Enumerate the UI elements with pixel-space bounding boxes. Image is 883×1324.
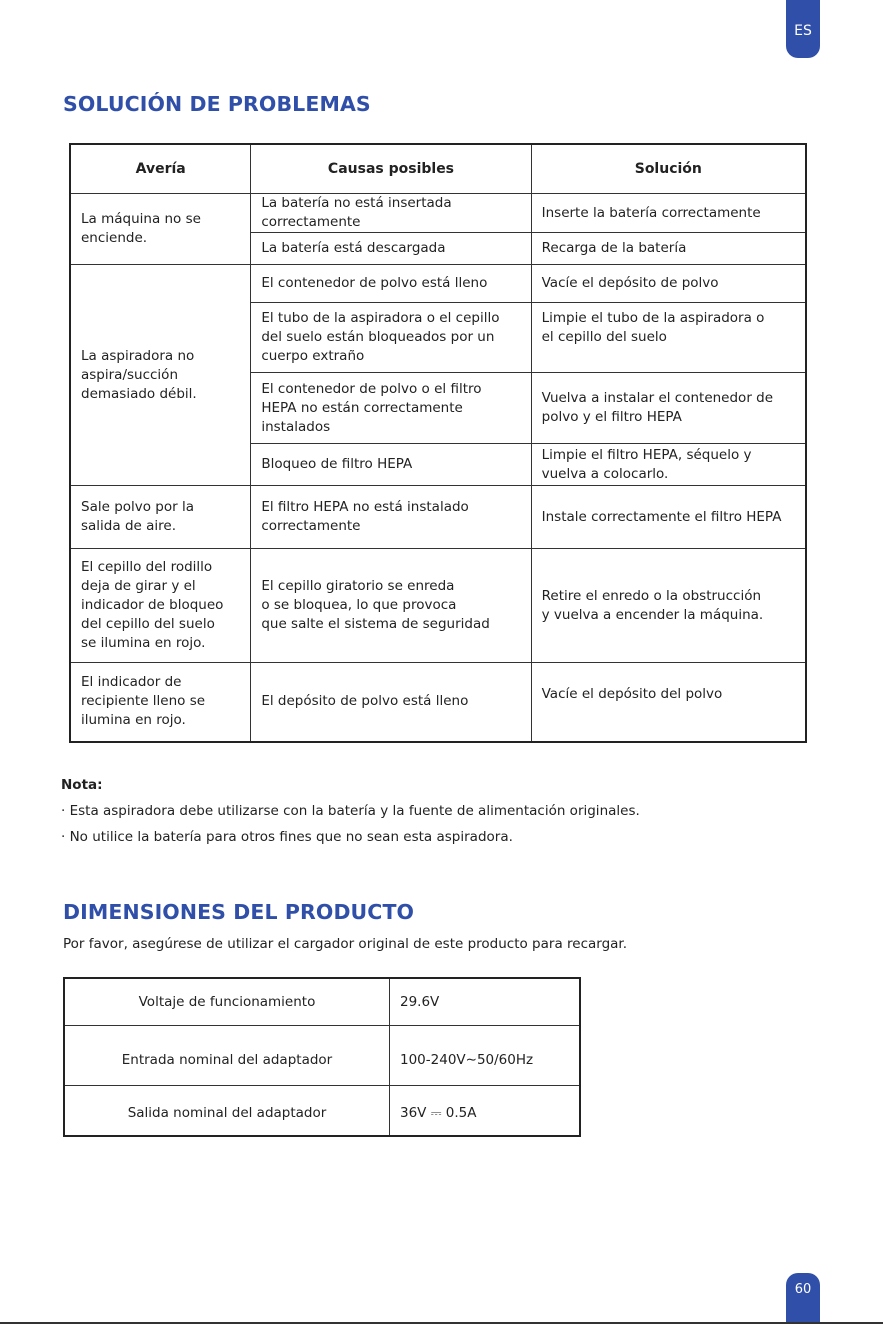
table-row	[64, 978, 580, 1026]
table-row	[70, 663, 806, 742]
solution-cell: Vacíe el depósito del polvo	[531, 663, 806, 742]
fault-cell: La aspiradora no aspira/succión demasiado débil.	[70, 265, 251, 486]
language-tab: ES	[786, 0, 820, 58]
column-header-solution: Solución	[531, 144, 806, 194]
note-item: · Esta aspiradora debe utilizarse con la batería y la fuente de alimentación originales.	[61, 803, 640, 819]
notes-title: Nota:	[61, 777, 103, 793]
fault-cell: El cepillo del rodillo deja de girar y el indicador de bloqueo del cepillo del suelo se ilumina en rojo.	[70, 549, 251, 663]
cause-cell: El tubo de la aspiradora o el cepillo del suelo están bloqueados por un cuerpo extraño	[251, 303, 531, 373]
column-header-cause: Causas posibles	[251, 144, 531, 194]
cause-cell: El depósito de polvo está lleno	[251, 663, 531, 742]
spec-value: 36V ⎓ 0.5A	[390, 1086, 581, 1137]
solution-cell: Recarga de la batería	[531, 233, 806, 265]
solution-cell: Inserte la batería correctamente	[531, 194, 806, 233]
table-row	[64, 1086, 580, 1137]
spec-label: Voltaje de funcionamiento	[64, 978, 390, 1026]
solution-cell: Vacíe el depósito de polvo	[531, 265, 806, 303]
cause-cell: El filtro HEPA no está instalado correctamente	[251, 486, 531, 549]
cause-cell: El contenedor de polvo está lleno	[251, 265, 531, 303]
spec-value: 100-240V∼50/60Hz	[390, 1026, 581, 1086]
table-row	[70, 265, 806, 303]
cause-cell: La batería está descargada	[251, 233, 531, 265]
solution-cell: Instale correctamente el filtro HEPA	[531, 486, 806, 549]
table-row	[70, 549, 806, 663]
spec-label: Entrada nominal del adaptador	[64, 1026, 390, 1086]
spec-label: Salida nominal del adaptador	[64, 1086, 390, 1137]
specs-table	[63, 977, 581, 1137]
cause-cell: La batería no está insertada correctamente	[251, 194, 531, 233]
table-row	[70, 194, 806, 233]
cause-cell: El contenedor de polvo o el filtro HEPA no están correctamente instalados	[251, 373, 531, 444]
column-header-fault: Avería	[70, 144, 251, 194]
fault-cell: Sale polvo por la salida de aire.	[70, 486, 251, 549]
solution-cell: Limpie el filtro HEPA, séquelo y vuelva a colocarlo.	[531, 444, 806, 486]
notes-block	[61, 772, 640, 850]
spec-value: 29.6V	[390, 978, 581, 1026]
fault-cell: El indicador de recipiente lleno se ilumina en rojo.	[70, 663, 251, 742]
dimensions-intro: Por favor, asegúrese de utilizar el cargador original de este producto para recargar.	[63, 936, 628, 952]
solution-cell: Vuelva a instalar el contenedor de polvo y el filtro HEPA	[531, 373, 806, 444]
fault-cell: La máquina no se enciende.	[70, 194, 251, 265]
table-row	[64, 1026, 580, 1086]
solution-cell: Limpie el tubo de la aspiradora o el cepillo del suelo	[531, 303, 806, 373]
table-row	[70, 486, 806, 549]
solution-cell: Retire el enredo o la obstrucción y vuelva a encender la máquina.	[531, 549, 806, 663]
cause-cell: El cepillo giratorio se enreda o se bloquea, lo que provoca que salte el sistema de seguridad	[251, 549, 531, 663]
troubleshooting-table	[69, 143, 807, 743]
table-header-row	[70, 144, 806, 194]
cause-cell: Bloqueo de filtro HEPA	[251, 444, 531, 486]
page-number-badge: 60	[786, 1273, 820, 1324]
dimensions-title: DIMENSIONES DEL PRODUCTO	[63, 900, 415, 924]
note-item: · No utilice la batería para otros fines que no sean esta aspiradora.	[61, 829, 513, 845]
troubleshooting-title: SOLUCIÓN DE PROBLEMAS	[63, 92, 371, 116]
